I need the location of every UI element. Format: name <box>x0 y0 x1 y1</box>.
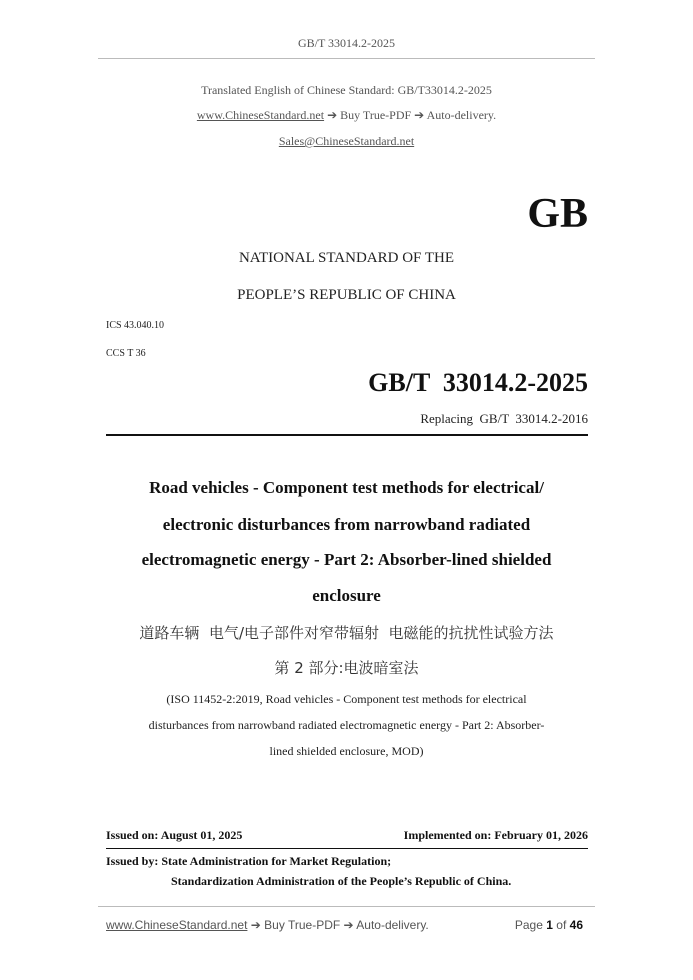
chinese-title-line1: 道路车辆 电气/电子部件对窄带辐射 电磁能的抗扰性试验方法 <box>139 624 554 642</box>
page-number: 1 <box>546 918 553 932</box>
issued-by-line2: Standardization Administration of the People’s Republic of China. <box>171 874 512 888</box>
dates-divider <box>106 848 588 849</box>
footer-buy-text: Buy True-PDF <box>264 918 341 932</box>
header-divider <box>98 58 595 59</box>
footer-links <box>106 918 429 932</box>
english-title-line4: enclosure <box>312 586 381 605</box>
iso-reference-line1: (ISO 11452-2:2019, Road vehicles - Component test methods for electrical <box>166 692 527 706</box>
english-title-line2: electronic disturbances from narrowband radiated <box>162 515 531 534</box>
arrow-right-icon: ➔ <box>414 108 425 122</box>
implemented-date: Implemented on: February 01, 2026 <box>403 828 588 842</box>
arrow-right-icon: ➔ <box>250 918 261 932</box>
translation-notice: Translated English of Chinese Standard: GB/T33014.2-2025 <box>201 83 492 97</box>
buy-text: Buy True-PDF <box>340 108 412 122</box>
iso-reference-line3: lined shielded enclosure, MOD) <box>269 744 424 758</box>
ics-code: ICS 43.040.10 <box>106 320 165 331</box>
running-header: GB/T 33014.2-2025 <box>297 36 396 50</box>
page-label: Page <box>514 918 543 932</box>
footer-delivery-text: Auto-delivery. <box>356 918 429 932</box>
arrow-right-icon: ➔ <box>343 918 354 932</box>
iso-reference-line2: disturbances from narrowband radiated electromagnetic energy - Part 2: Absorber- <box>148 718 545 732</box>
footer-site-link[interactable]: www.ChineseStandard.net <box>106 918 248 932</box>
translation-links <box>0 108 693 123</box>
site-link[interactable]: www.ChineseStandard.net <box>196 108 325 122</box>
national-standard-line2: PEOPLE’S REPUBLIC OF CHINA <box>237 287 456 303</box>
chinese-title-line2: 第 2 部分:电波暗室法 <box>274 659 419 677</box>
english-title-line3: electromagnetic energy - Part 2: Absorber-lined shielded <box>141 550 552 569</box>
of-label: of <box>556 918 567 932</box>
email-link[interactable]: Sales@ChineseStandard.net <box>278 134 415 148</box>
issued-date: Issued on: August 01, 2025 <box>106 828 243 842</box>
ccs-code: CCS T 36 <box>106 348 146 359</box>
replacing-note: Replacing GB/T 33014.2-2016 <box>420 411 588 426</box>
national-standard-line1: NATIONAL STANDARD OF THE <box>238 250 455 266</box>
delivery-text: Auto-delivery. <box>426 108 497 122</box>
english-title-line1: Road vehicles - Component test methods for electrical/ <box>149 478 544 497</box>
title-divider <box>106 434 588 436</box>
standard-code: GB/T 33014.2-2025 <box>368 368 588 397</box>
email-line <box>0 134 693 149</box>
footer-divider <box>98 906 595 907</box>
arrow-right-icon: ➔ <box>327 108 338 122</box>
page-indicator <box>515 918 583 932</box>
gb-badge: GB <box>527 191 588 237</box>
page-total: 46 <box>569 918 583 932</box>
issued-by-line1: Issued by: State Administration for Market Regulation; <box>106 854 392 868</box>
